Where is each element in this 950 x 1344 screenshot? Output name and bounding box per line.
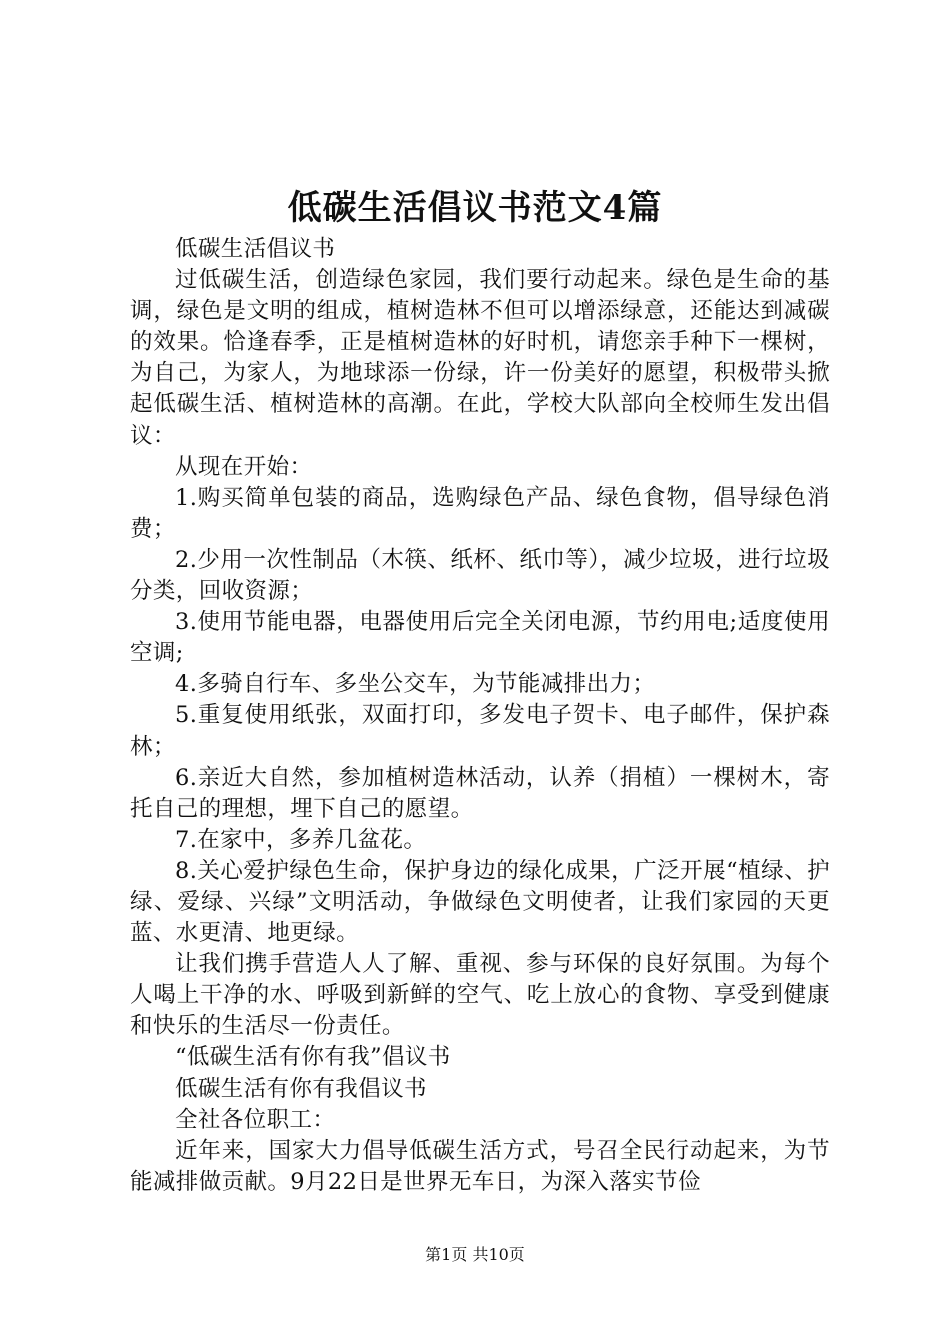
list-item: 3.使用节能电器，电器使用后完全关闭电源，节约用电;适度使用空调;	[130, 609, 830, 667]
paragraph: 让我们携手营造人人了解、重视、参与环保的良好氛围。为每个人喝上干净的水、呼吸到新鲜的空气、吃上放心的食物、享受到健康和快乐的生活尽一份责任。	[130, 951, 830, 1040]
list-item: 6.亲近大自然，参加植树造林活动，认养（捐植）一棵树木，寄托自己的理想，埋下自己的愿望。	[130, 764, 830, 822]
list-item: 7.在家中，多养几盆花。	[175, 826, 427, 853]
list-item: 2.少用一次性制品（木筷、纸杯、纸巾等），减少垃圾，进行垃圾分类，回收资源；	[130, 546, 830, 605]
paragraph: 低碳生活有你有我倡议书	[175, 1075, 427, 1102]
document-body	[130, 234, 830, 1198]
list-item: 8.关心爱护绿色生命，保护身边的绿化成果，广泛开展“植绿、护绿、爱绿、兴绿”文明活动，争做绿色文明使者，让我们家园的天更蓝、水更清、地更绿。	[130, 857, 830, 947]
paragraph: “低碳生活有你有我”倡议书	[175, 1044, 451, 1071]
paragraph: 低碳生活倡议书	[175, 236, 336, 262]
salutation: 全社各位职工：	[175, 1106, 336, 1133]
list-item: 1.购买简单包装的商品，选购绿色产品、绿色食物，倡导绿色消费；	[130, 484, 830, 542]
paragraph: 过低碳生活，创造绿色家园，我们要行动起来。绿色是生命的基调，绿色是文明的组成，植树造林不但可以增添绿意，还能达到减碳的效果。恰逢春季，正是植树造林的好时机，请您亲手种下一棵树，为自己，为家人，为地球添一份绿，许一份美好的愿望，积极带头掀起低碳生活、植树造林的高潮。在此，学校大队部向全校师生发出倡议：	[130, 267, 830, 449]
paragraph: 近年来，国家大力倡导低碳生活方式，号召全民行动起来，为节能减排做贡献。9月22日是世界无车日，为深入落实节俭	[130, 1137, 830, 1195]
list-item: 4.多骑自行车、多坐公交车，为节能减排出力；	[175, 671, 656, 698]
list-item: 5.重复使用纸张，双面打印，多发电子贺卡、电子邮件，保护森林；	[130, 702, 830, 760]
page-number-footer: 第1页 共10页	[425, 1245, 525, 1264]
document-title: 低碳生活倡议书范文4篇	[287, 188, 663, 228]
paragraph: 从现在开始：	[175, 453, 313, 480]
